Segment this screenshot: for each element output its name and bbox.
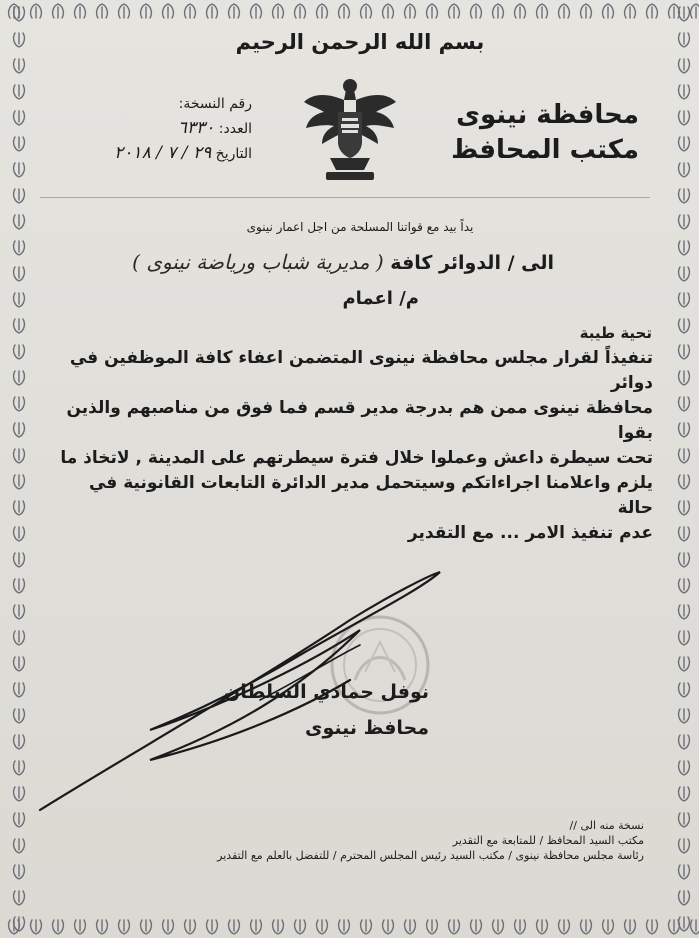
border-motif (317, 920, 328, 934)
border-motif (251, 4, 262, 18)
border-motif (75, 920, 86, 934)
border-motif (14, 215, 25, 229)
body-line: محافظة نينوى ممن هم بدرجة مدير قسم فما فوق من مناصبهم والذين بقوا (66, 398, 653, 443)
bismillah-heading: بسم الله الرحمن الرحيم (235, 30, 485, 54)
border-motif (14, 371, 25, 385)
border-motif (493, 4, 504, 18)
border-motif (449, 4, 460, 18)
border-motif (75, 4, 86, 18)
border-motif (679, 345, 690, 359)
reference-block (62, 92, 252, 166)
subject-line: م/ اعمام (342, 288, 419, 309)
border-motif (14, 839, 25, 853)
border-motif (559, 4, 570, 18)
border-motif (383, 4, 394, 18)
border-motif (679, 215, 690, 229)
border-motif (14, 267, 25, 281)
recipient-line (34, 250, 554, 274)
border-motif (14, 163, 25, 177)
border-motif (493, 920, 504, 934)
border-motif (603, 920, 614, 934)
border-motif (679, 449, 690, 463)
border-motif (471, 4, 482, 18)
border-motif (229, 4, 240, 18)
border-motif (97, 4, 108, 18)
body-line: تنفيذاً لقرار مجلس محافظة نينوى المتضمن اعفاء كافة الموظفين في دوائر (69, 348, 653, 393)
header-divider (40, 197, 650, 198)
governorate-name: محافظة نينوى (456, 100, 639, 130)
body-line: عدم تنفيذ الامر ... مع التقدير (407, 523, 653, 543)
copy-number-row (62, 92, 252, 116)
border-motif (679, 475, 690, 489)
border-motif (14, 501, 25, 515)
border-motif (185, 4, 196, 18)
border-motif (163, 4, 174, 18)
border-motif (141, 4, 152, 18)
border-motif (14, 241, 25, 255)
border-motif (207, 920, 218, 934)
ornamental-border-bottom-icon (0, 916, 699, 938)
border-motif (163, 920, 174, 934)
border-motif (559, 920, 570, 934)
border-motif (679, 293, 690, 307)
border-motif (14, 189, 25, 203)
border-motif (295, 920, 306, 934)
border-motif (141, 920, 152, 934)
ornamental-border-top-icon (0, 0, 699, 22)
border-motif (251, 920, 262, 934)
border-motif (14, 137, 25, 151)
greeting-line: تحية طيبة (579, 324, 652, 342)
border-motif (647, 920, 658, 934)
recipient-handwritten: ( مديرية شباب ورياضة نينوى ) (132, 250, 384, 274)
body-line: يلزم واعلامنا اجراءاتكم وسيتحمل مدير الدائرة التابعات القانونية في حالة (88, 473, 653, 518)
border-motif (14, 397, 25, 411)
body-line: تحت سيطرة داعش وعملوا خلال فترة سيطرتهم على المدينة , لاتخاذ ما (60, 448, 653, 468)
border-motif (679, 59, 690, 73)
recipient-label: الى / الدوائر كافة (390, 252, 554, 274)
border-motif (679, 371, 690, 385)
border-motif (185, 920, 196, 934)
border-motif (679, 865, 690, 879)
border-motif (405, 4, 416, 18)
border-motif (625, 920, 636, 934)
border-motif (581, 4, 592, 18)
border-motif (679, 111, 690, 125)
border-motif (273, 4, 284, 18)
border-motif (14, 345, 25, 359)
border-motif (53, 920, 64, 934)
border-motif (229, 920, 240, 934)
border-motif (14, 33, 25, 47)
border-motif (14, 917, 25, 931)
border-motif (679, 137, 690, 151)
border-motif (679, 891, 690, 905)
cc-line: رئاسة مجلس محافظة نينوى / مكتب السيد رئيس المجلس المحترم / للتفضل بالعلم مع التقدير (217, 849, 644, 862)
border-motif (119, 920, 130, 934)
border-motif (679, 7, 690, 21)
document-date-label: التاريخ (215, 146, 252, 162)
border-motif (537, 4, 548, 18)
border-motif (679, 501, 690, 515)
border-motif (679, 85, 690, 99)
border-motif (471, 920, 482, 934)
border-motif (679, 267, 690, 281)
border-motif (273, 920, 284, 934)
border-motif (295, 4, 306, 18)
border-motif (679, 917, 690, 931)
slogan-line: يداً بيد مع قواتنا المسلحة من اجل اعمار نينوى (246, 220, 474, 234)
letterhead-issuer (419, 98, 639, 168)
border-motif (679, 527, 690, 541)
signer-name: نوفل حمادي السلطان (223, 681, 429, 703)
signer-block (209, 674, 429, 746)
border-motif (14, 293, 25, 307)
border-motif (679, 839, 690, 853)
document-date-row (62, 141, 252, 166)
carbon-copy-list (184, 818, 644, 863)
border-motif (14, 475, 25, 489)
border-motif (679, 33, 690, 47)
border-motif (679, 423, 690, 437)
border-motif (207, 4, 218, 18)
eagle-emblem-icon (300, 72, 400, 190)
border-motif (581, 920, 592, 934)
border-motif (603, 4, 614, 18)
border-motif (14, 7, 25, 21)
border-motif (679, 163, 690, 177)
border-motif (14, 423, 25, 437)
cc-line: نسخة منه الى // (569, 819, 644, 832)
border-motif (14, 891, 25, 905)
border-motif (515, 920, 526, 934)
document-number-row (62, 116, 252, 141)
letter-body (53, 346, 653, 546)
office-name: مكتب المحافظ (451, 135, 639, 165)
border-motif (14, 85, 25, 99)
border-motif (339, 4, 350, 18)
cc-line: مكتب السيد المحافظ / للمتابعة مع التقدير (452, 834, 644, 847)
border-motif (53, 4, 64, 18)
border-motif (427, 4, 438, 18)
border-motif (14, 59, 25, 73)
border-motif (405, 920, 416, 934)
border-motif (317, 4, 328, 18)
border-motif (383, 920, 394, 934)
border-motif (647, 4, 658, 18)
border-motif (679, 189, 690, 203)
border-motif (625, 4, 636, 18)
signer-title: محافظ نينوى (305, 717, 429, 739)
border-motif (14, 449, 25, 463)
document-number-label: العدد: (218, 121, 252, 137)
border-motif (679, 319, 690, 333)
border-motif (97, 920, 108, 934)
border-motif (427, 920, 438, 934)
border-motif (537, 920, 548, 934)
border-motif (31, 4, 42, 18)
border-motif (679, 397, 690, 411)
border-motif (31, 920, 42, 934)
border-motif (14, 527, 25, 541)
document-date-value: ٢٩ / ٧ / ٢٠١٨ (114, 143, 212, 163)
border-motif (14, 111, 25, 125)
border-motif (119, 4, 130, 18)
document-number-value: ٦٣٣٠ (177, 118, 215, 138)
border-motif (515, 4, 526, 18)
copy-number-label: رقم النسخة: (178, 96, 252, 112)
border-motif (449, 920, 460, 934)
border-motif (679, 241, 690, 255)
border-motif (361, 4, 372, 18)
border-motif (361, 920, 372, 934)
border-motif (14, 319, 25, 333)
border-motif (14, 865, 25, 879)
border-motif (339, 920, 350, 934)
